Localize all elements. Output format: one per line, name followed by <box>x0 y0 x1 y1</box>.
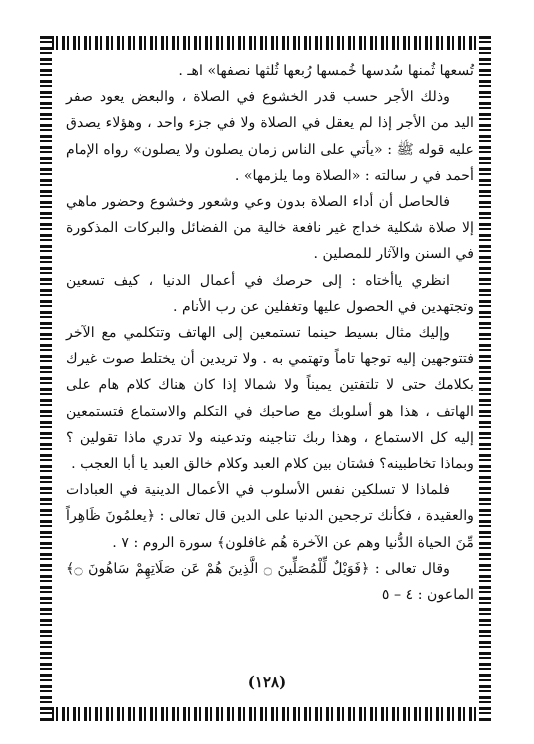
paragraph-2: وذلك الأجر حسب قدر الخشوع في الصلاة ، والبعض يعود صفر اليد من الأجر إذا لم يعقل في الصلاة ولا في جزء واحد ، وهؤلاء يصدق عليه قوله ﷺ : «يأتي على الناس زمان يصلون ولا يصلون» رواه الإمام أحمد في ر سالته : «الصلاة وما يلزمها» . <box>66 89 474 184</box>
page-number: (١٢٨) <box>247 673 287 691</box>
paragraph-3: فالحاصل أن أداء الصلاة بدون وعي وشعور وخشوع وحضور ماهي إلا صلاة شكلية خداج غير نافعة خالية من الفضائل والبركات المذكورة في السنن والآثار للمصلين . <box>66 194 474 263</box>
paragraph-4: انظري ياأختاه : إلى حرصك في أعمال الدنيا ، كيف تسعين وتجتهدين في الحصول عليها وتغفلين عن رب الأنام . <box>66 272 474 315</box>
page-body <box>66 58 474 608</box>
paragraph-1: تُسعها ثُمنها سُدسها خُمسها رُبعها ثُلثها نصفها» اهـ . <box>178 63 474 79</box>
paragraph-7: وقال تعالى : ﴿فَوَيْلٌ لِّلْمُصَلِّينَ ۝ الَّذِينَ هُمْ عَن صَلَاتِهِمْ سَاهُونَ ۝﴾ الماعون : ٤ – ٥ <box>66 560 474 604</box>
right-border-bar <box>479 36 491 721</box>
paragraph-5: وإليك مثال بسيط حينما تستمعين إلى الهاتف وتتكلمي مع الآخر فتتوجهين إليه توجها تاماً وتهتمي به . ولا تريدين أن يختلط صوت غيرك بكلامك حتى لا تلتفتين يميناً ولا شمالا إذا كان هناك كلام هام على الهاتف ، هذا هو أسلوبك مع صاحبك في التكلم والاستماع فتستمعين إليه كل الاستماع ، وهذا ربك تناجينه وتدعينه ولا تدري ماذا تقولين ؟ وبماذا تخاطبينه؟ فشتان بين كلام العبد وكلام خالق العبد يا أبا العجب . <box>66 325 474 473</box>
left-border-bar <box>40 36 52 721</box>
top-border-bar <box>40 36 490 50</box>
bottom-border-bar <box>40 707 490 721</box>
paragraph-6: فلماذا لا تسلكين نفس الأسلوب في الأعمال الدينية في العبادات والعقيدة ، فكأنك ترجحين الدنيا على الدين قال تعالى : ﴿يعلمُونَ ظَاهِراً مِّنَ الحياة الدُّنيا وهم عن الآخرة هُم غافلون﴾ سورة الروم : ٧ . <box>66 482 474 551</box>
